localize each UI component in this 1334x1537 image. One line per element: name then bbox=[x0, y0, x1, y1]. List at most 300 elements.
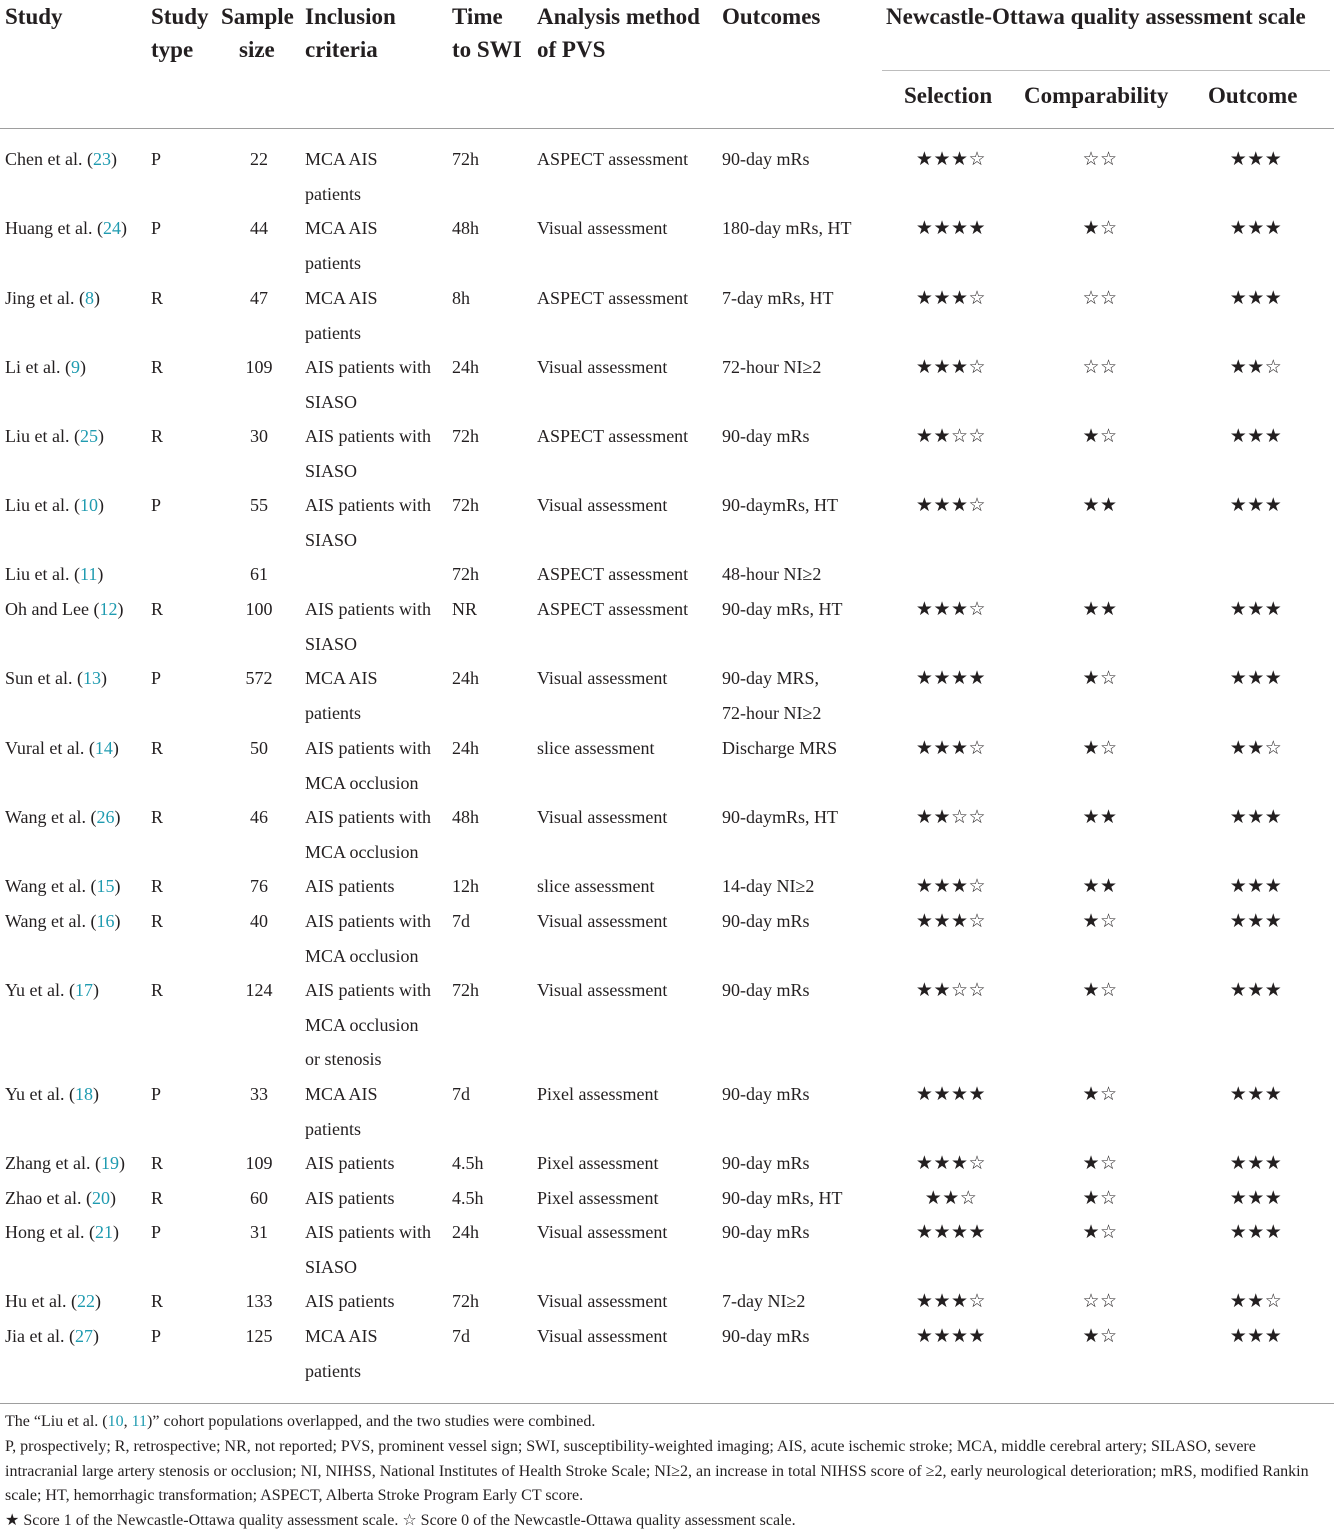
inclusion-line: patients bbox=[305, 183, 361, 204]
header-comparability: Comparability bbox=[1024, 83, 1169, 108]
outcomes-cell bbox=[722, 419, 882, 454]
study-author: Zhang et al. ( bbox=[5, 1153, 101, 1173]
study-cell bbox=[5, 419, 104, 454]
study-author: Wang et al. ( bbox=[5, 807, 97, 827]
time-to-swi-cell: 72h bbox=[452, 426, 479, 446]
inclusion-line: patients bbox=[305, 702, 361, 723]
outcomes-cell bbox=[722, 731, 882, 766]
study-close-paren: ) bbox=[92, 980, 99, 1000]
analysis-method-cell: Visual assessment bbox=[537, 357, 668, 377]
study-close-paren: ) bbox=[97, 495, 104, 515]
empty-star-icon: ☆ bbox=[402, 1510, 417, 1529]
analysis-method-cell: Visual assessment bbox=[537, 980, 668, 1000]
study-cell bbox=[5, 731, 119, 766]
study-author: Chen et al. ( bbox=[5, 149, 93, 169]
outcome-stars: ★★★ bbox=[1229, 910, 1283, 932]
study-author: Zhao et al. ( bbox=[5, 1188, 92, 1208]
footnote-abbreviations: P, prospectively; R, retrospective; NR, not reported; PVS, prominent vessel sign; SWI, susceptibility-weighted imaging; AIS, acute ischemic stroke; MCA, middle cerebral artery; SILASO, severe intracranial large artery stenosis or occlusion; NI, NIHSS, National Institutes of Health Stroke Scale; NI≥2, an increase in total NIHSS score of ≥2, early neurological deterioration; mRS, modified Rankin scale; HT, hemorrhagic transformation; ASPECT, Alberta Stroke Program Early CT score. bbox=[5, 1438, 1309, 1504]
outcomes-cell bbox=[722, 488, 882, 523]
analysis-method-cell: ASPECT assessment bbox=[537, 149, 689, 169]
time-to-swi-cell: 24h bbox=[452, 1222, 479, 1242]
header-time-to-swi: Time to SWI bbox=[452, 4, 522, 62]
comparability-stars: ☆☆ bbox=[1082, 1290, 1118, 1312]
analysis-method-cell: Visual assessment bbox=[537, 1222, 668, 1242]
time-to-swi-cell: 24h bbox=[452, 357, 479, 377]
time-to-swi-cell: 72h bbox=[452, 149, 479, 169]
reference-link[interactable]: 8 bbox=[84, 288, 94, 308]
sample-size-cell: 40 bbox=[250, 911, 268, 931]
study-close-paren: ) bbox=[114, 807, 121, 827]
study-cell bbox=[5, 281, 100, 316]
outcome-line: 90-daymRs, HT bbox=[722, 495, 838, 515]
sample-size-cell: 133 bbox=[245, 1291, 273, 1311]
study-close-paren: ) bbox=[114, 911, 121, 931]
study-type-cell: R bbox=[151, 738, 164, 758]
reference-link[interactable]: 21 bbox=[94, 1222, 113, 1242]
reference-link[interactable]: 11 bbox=[79, 564, 98, 584]
analysis-method-cell: slice assessment bbox=[537, 876, 655, 896]
selection-stars: ★★★☆ bbox=[915, 737, 987, 759]
study-cell bbox=[5, 142, 117, 177]
study-cell bbox=[5, 973, 99, 1008]
header-outcomes: Outcomes bbox=[722, 4, 821, 29]
reference-link[interactable]: 12 bbox=[99, 599, 118, 619]
selection-stars: ★★★☆ bbox=[915, 1290, 987, 1312]
outcome-stars: ★★★ bbox=[1229, 287, 1283, 309]
selection-stars: ★★☆☆ bbox=[915, 979, 987, 1001]
outcomes-cell bbox=[722, 1077, 882, 1112]
outcomes-cell bbox=[722, 557, 882, 592]
analysis-method-cell: Pixel assessment bbox=[537, 1188, 659, 1208]
outcome-stars: ★★★ bbox=[1229, 1221, 1283, 1243]
study-author: Yu et al. ( bbox=[5, 980, 75, 1000]
selection-stars: ★★★★ bbox=[915, 667, 987, 689]
inclusion-line: AIS patients bbox=[305, 1291, 395, 1311]
outcomes-cell bbox=[722, 800, 882, 835]
study-cell bbox=[5, 557, 103, 592]
outcomes-cell bbox=[722, 211, 882, 246]
sample-size-cell: 100 bbox=[245, 599, 273, 619]
outcome-stars: ★★★ bbox=[1229, 875, 1283, 897]
comparability-stars: ★★ bbox=[1082, 598, 1118, 620]
selection-stars: ★★★★ bbox=[915, 1325, 987, 1347]
inclusion-cell bbox=[305, 731, 447, 800]
inclusion-cell bbox=[305, 211, 447, 280]
sample-size-cell: 31 bbox=[250, 1222, 268, 1242]
outcome-line: 180-day mRs, HT bbox=[722, 218, 852, 238]
time-to-swi-cell: 7d bbox=[452, 1326, 470, 1346]
inclusion-cell bbox=[305, 488, 447, 557]
outcome-line: 90-day mRs bbox=[722, 1153, 810, 1173]
outcome-line: Discharge MRS bbox=[722, 738, 838, 758]
study-close-paren: ) bbox=[109, 1188, 116, 1208]
comparability-stars: ★☆ bbox=[1082, 1325, 1118, 1347]
study-author: Huang et al. ( bbox=[5, 218, 103, 238]
footnote-star-legend: ★ Score 1 of the Newcastle-Ottawa quality assessment scale. ☆ Score 0 of the Newcastle-Ottawa quality assessment scale. bbox=[5, 1510, 796, 1529]
sample-size-cell: 22 bbox=[250, 149, 268, 169]
reference-link[interactable]: 14 bbox=[94, 738, 113, 758]
study-cell bbox=[5, 1284, 101, 1319]
study-author: Yu et al. ( bbox=[5, 1084, 75, 1104]
outcome-stars: ★★★ bbox=[1229, 1187, 1283, 1209]
selection-stars: ★★☆☆ bbox=[915, 425, 987, 447]
study-cell bbox=[5, 1319, 99, 1354]
inclusion-line: MCA AIS bbox=[305, 1326, 378, 1346]
study-type-cell: R bbox=[151, 357, 164, 377]
inclusion-cell bbox=[305, 869, 447, 904]
inclusion-line: MCA occlusion bbox=[305, 1014, 419, 1035]
study-close-paren: ) bbox=[117, 599, 124, 619]
study-cell bbox=[5, 592, 123, 627]
inclusion-cell bbox=[305, 1319, 447, 1388]
comparability-stars: ★☆ bbox=[1082, 217, 1118, 239]
sample-size-cell: 109 bbox=[245, 1153, 273, 1173]
reference-link[interactable]: 22 bbox=[76, 1291, 95, 1311]
study-author: Liu et al. ( bbox=[5, 564, 80, 584]
inclusion-line: MCA occlusion bbox=[305, 945, 419, 966]
comparability-stars: ★☆ bbox=[1082, 1152, 1118, 1174]
selection-stars: ★★★☆ bbox=[915, 494, 987, 516]
time-to-swi-cell: 24h bbox=[452, 738, 479, 758]
reference-link[interactable]: 27 bbox=[74, 1326, 93, 1346]
inclusion-line: AIS patients with bbox=[305, 980, 431, 1000]
study-author: Oh and Lee ( bbox=[5, 599, 100, 619]
outcome-stars: ★★★ bbox=[1229, 148, 1283, 170]
study-close-paren: ) bbox=[101, 668, 107, 688]
inclusion-line: AIS patients with bbox=[305, 495, 431, 515]
header-rule bbox=[0, 128, 1334, 129]
inclusion-cell bbox=[305, 1215, 447, 1284]
sample-size-cell: 30 bbox=[250, 426, 268, 446]
time-to-swi-cell: 48h bbox=[452, 807, 479, 827]
reference-link[interactable]: 15 bbox=[96, 876, 115, 896]
selection-stars: ★★★☆ bbox=[915, 287, 987, 309]
outcomes-cell bbox=[722, 1215, 882, 1250]
analysis-method-cell: ASPECT assessment bbox=[537, 288, 689, 308]
inclusion-line: AIS patients with bbox=[305, 599, 431, 619]
selection-stars: ★★★★ bbox=[915, 217, 987, 239]
study-cell bbox=[5, 661, 107, 696]
time-to-swi-cell: 72h bbox=[452, 1291, 479, 1311]
outcome-stars: ★★★ bbox=[1229, 1152, 1283, 1174]
inclusion-line: or stenosis bbox=[305, 1049, 382, 1069]
outcomes-cell bbox=[722, 1319, 882, 1354]
footnote-overlap: The “Liu et al. (10, 11)” cohort populations overlapped, and the two studies were combined. bbox=[5, 1413, 596, 1430]
inclusion-line: MCA AIS bbox=[305, 149, 378, 169]
time-to-swi-cell: 7d bbox=[452, 1084, 470, 1104]
header-study-type: Study type bbox=[151, 4, 209, 62]
study-type-cell: P bbox=[151, 495, 162, 515]
inclusion-cell bbox=[305, 419, 447, 488]
time-to-swi-cell: 4.5h bbox=[452, 1153, 484, 1173]
selection-stars: ★★☆☆ bbox=[915, 806, 987, 828]
inclusion-line: MCA AIS bbox=[305, 288, 378, 308]
outcome-stars: ★★★ bbox=[1229, 667, 1283, 689]
analysis-method-cell: ASPECT assessment bbox=[537, 564, 689, 584]
header-analysis-method: Analysis method of PVS bbox=[537, 4, 700, 62]
inclusion-line: SIASO bbox=[305, 529, 358, 550]
reference-link[interactable]: 20 bbox=[91, 1188, 110, 1208]
inclusion-cell bbox=[305, 904, 447, 973]
outcomes-cell bbox=[722, 1146, 882, 1181]
sample-size-cell: 109 bbox=[245, 357, 273, 377]
study-close-paren: ) bbox=[97, 564, 104, 584]
inclusion-line: AIS patients with bbox=[305, 911, 431, 931]
study-author: Sun et al. ( bbox=[5, 668, 83, 688]
filled-star-icon: ★ bbox=[5, 1510, 20, 1529]
reference-link[interactable]: 19 bbox=[100, 1153, 119, 1173]
reference-link[interactable]: 10 bbox=[79, 495, 98, 515]
study-cell bbox=[5, 1077, 99, 1112]
analysis-method-cell: Visual assessment bbox=[537, 807, 668, 827]
header-inclusion-criteria: Inclusion criteria bbox=[305, 4, 396, 62]
sample-size-cell: 33 bbox=[250, 1084, 268, 1104]
outcome-line: 72-hour NI≥2 bbox=[722, 702, 822, 723]
reference-link[interactable]: 10 bbox=[107, 1413, 124, 1430]
inclusion-line: SIASO bbox=[305, 391, 358, 412]
study-author: Hong et al. ( bbox=[5, 1222, 95, 1242]
sample-size-cell: 44 bbox=[250, 218, 268, 238]
outcome-stars: ★★★ bbox=[1229, 1325, 1283, 1347]
header-outcome: Outcome bbox=[1208, 83, 1298, 108]
outcome-line: 72-hour NI≥2 bbox=[722, 357, 822, 377]
comparability-stars: ★★ bbox=[1082, 494, 1118, 516]
analysis-method-cell: ASPECT assessment bbox=[537, 426, 689, 446]
study-type-cell: R bbox=[151, 980, 164, 1000]
outcome-line: 90-day MRS, bbox=[722, 668, 820, 688]
study-close-paren: ) bbox=[94, 1291, 101, 1311]
study-close-paren: ) bbox=[97, 426, 104, 446]
time-to-swi-cell: 8h bbox=[452, 288, 470, 308]
inclusion-line: MCA occlusion bbox=[305, 841, 419, 862]
time-to-swi-cell: 12h bbox=[452, 876, 479, 896]
study-close-paren: ) bbox=[112, 738, 119, 758]
outcome-line: 90-daymRs, HT bbox=[722, 807, 838, 827]
inclusion-line: AIS patients bbox=[305, 1153, 395, 1173]
outcome-line: 7-day mRs, HT bbox=[722, 288, 834, 308]
outcomes-cell bbox=[722, 869, 882, 904]
reference-link[interactable]: 13 bbox=[83, 668, 101, 688]
comparability-stars: ★☆ bbox=[1082, 910, 1118, 932]
time-to-swi-cell: 7d bbox=[452, 911, 470, 931]
inclusion-cell bbox=[305, 592, 447, 661]
reference-link[interactable]: 23 bbox=[92, 149, 111, 169]
reference-link[interactable]: 26 bbox=[96, 807, 115, 827]
study-cell bbox=[5, 488, 104, 523]
study-author: Vural et al. ( bbox=[5, 738, 95, 758]
header-nos-scale: Newcastle-Ottawa quality assessment scale bbox=[886, 4, 1306, 29]
inclusion-line: MCA AIS bbox=[305, 668, 378, 688]
reference-link[interactable]: 18 bbox=[74, 1084, 93, 1104]
study-author: Wang et al. ( bbox=[5, 911, 97, 931]
outcome-stars: ★★☆ bbox=[1229, 1290, 1283, 1312]
comparability-stars: ★☆ bbox=[1082, 425, 1118, 447]
comparability-stars: ★★ bbox=[1082, 875, 1118, 897]
study-type-cell: R bbox=[151, 599, 164, 619]
sample-size-cell: 125 bbox=[245, 1326, 273, 1346]
header-selection: Selection bbox=[904, 83, 993, 108]
study-type-cell: R bbox=[151, 426, 164, 446]
selection-stars: ★★★☆ bbox=[915, 356, 987, 378]
study-author: Hu et al. ( bbox=[5, 1291, 77, 1311]
sample-size-cell: 124 bbox=[245, 980, 273, 1000]
comparability-stars: ★☆ bbox=[1082, 737, 1118, 759]
inclusion-line: AIS patients bbox=[305, 876, 395, 896]
analysis-method-cell: Visual assessment bbox=[537, 911, 668, 931]
outcome-line: 90-day mRs bbox=[722, 1326, 810, 1346]
study-author: Jia et al. ( bbox=[5, 1326, 75, 1346]
outcome-line: 90-day mRs, HT bbox=[722, 1188, 843, 1208]
sample-size-cell: 572 bbox=[245, 668, 273, 688]
outcomes-cell bbox=[722, 281, 882, 316]
time-to-swi-cell: 72h bbox=[452, 495, 479, 515]
selection-stars: ★★★☆ bbox=[915, 910, 987, 932]
study-type-cell: R bbox=[151, 1188, 164, 1208]
analysis-method-cell: Visual assessment bbox=[537, 1291, 668, 1311]
comparability-stars: ★☆ bbox=[1082, 1221, 1118, 1243]
analysis-method-cell: ASPECT assessment bbox=[537, 599, 689, 619]
outcomes-cell bbox=[722, 1284, 882, 1319]
comparability-stars: ★☆ bbox=[1082, 1187, 1118, 1209]
study-type-cell: P bbox=[151, 1326, 162, 1346]
analysis-method-cell: Visual assessment bbox=[537, 495, 668, 515]
analysis-method-cell: Pixel assessment bbox=[537, 1084, 659, 1104]
inclusion-line: MCA AIS bbox=[305, 1084, 378, 1104]
header-study: Study bbox=[5, 4, 63, 29]
outcome-stars: ★★★ bbox=[1229, 217, 1283, 239]
header-sample-size: Sample size bbox=[221, 4, 294, 62]
time-to-swi-cell: 4.5h bbox=[452, 1188, 484, 1208]
study-close-paren: ) bbox=[79, 357, 86, 377]
outcome-line: 14-day NI≥2 bbox=[722, 876, 815, 896]
study-cell bbox=[5, 1215, 119, 1250]
reference-link[interactable]: 9 bbox=[70, 357, 80, 377]
time-to-swi-cell: 48h bbox=[452, 218, 479, 238]
inclusion-cell bbox=[305, 973, 447, 1077]
study-close-paren: ) bbox=[118, 1153, 125, 1173]
study-close-paren: ) bbox=[93, 288, 100, 308]
outcomes-cell bbox=[722, 592, 882, 627]
reference-link[interactable]: 17 bbox=[74, 980, 93, 1000]
study-cell bbox=[5, 1146, 125, 1181]
inclusion-line: AIS patients with bbox=[305, 357, 431, 377]
header-subline bbox=[882, 70, 1330, 71]
selection-stars: ★★★★ bbox=[915, 1221, 987, 1243]
inclusion-line: patients bbox=[305, 252, 361, 273]
outcomes-cell bbox=[722, 350, 882, 385]
study-type-cell: P bbox=[151, 149, 162, 169]
comparability-stars: ☆☆ bbox=[1082, 356, 1118, 378]
selection-stars: ★★☆ bbox=[924, 1187, 978, 1209]
sample-size-cell: 60 bbox=[250, 1188, 268, 1208]
inclusion-line: patients bbox=[305, 1360, 361, 1381]
study-close-paren: ) bbox=[114, 876, 121, 896]
reference-link[interactable]: 16 bbox=[96, 911, 115, 931]
selection-stars: ★★★☆ bbox=[915, 875, 987, 897]
outcome-line: 7-day NI≥2 bbox=[722, 1291, 806, 1311]
inclusion-line: AIS patients with bbox=[305, 1222, 431, 1242]
study-type-cell: R bbox=[151, 1291, 164, 1311]
study-author: Wang et al. ( bbox=[5, 876, 97, 896]
outcomes-cell bbox=[722, 1181, 882, 1216]
study-cell bbox=[5, 211, 127, 246]
study-type-cell: P bbox=[151, 668, 162, 688]
study-author: Li et al. ( bbox=[5, 357, 71, 377]
study-cell bbox=[5, 869, 121, 904]
outcome-stars: ★★★ bbox=[1229, 598, 1283, 620]
inclusion-cell bbox=[305, 350, 447, 419]
reference-link[interactable]: 25 bbox=[79, 426, 98, 446]
selection-stars: ★★★☆ bbox=[915, 148, 987, 170]
inclusion-cell bbox=[305, 1146, 447, 1181]
reference-link[interactable]: 24 bbox=[102, 218, 121, 238]
time-to-swi-cell: 72h bbox=[452, 980, 479, 1000]
outcome-stars: ★★★ bbox=[1229, 979, 1283, 1001]
study-type-cell: R bbox=[151, 1153, 164, 1173]
selection-stars: ★★★☆ bbox=[915, 1152, 987, 1174]
inclusion-line: SIASO bbox=[305, 460, 358, 481]
inclusion-cell bbox=[305, 281, 447, 350]
footer-rule bbox=[0, 1403, 1334, 1404]
study-close-paren: ) bbox=[110, 149, 117, 169]
study-cell bbox=[5, 904, 121, 939]
inclusion-cell bbox=[305, 661, 447, 730]
study-close-paren: ) bbox=[120, 218, 127, 238]
inclusion-line: AIS patients with bbox=[305, 426, 431, 446]
study-cell bbox=[5, 800, 121, 835]
study-type-cell: R bbox=[151, 911, 164, 931]
study-close-paren: ) bbox=[92, 1326, 99, 1346]
outcomes-cell bbox=[722, 142, 882, 177]
outcome-line: 90-day mRs, HT bbox=[722, 599, 843, 619]
outcomes-cell bbox=[722, 661, 882, 730]
analysis-method-cell: Visual assessment bbox=[537, 1326, 668, 1346]
inclusion-line: AIS patients with bbox=[305, 807, 431, 827]
inclusion-line: SIASO bbox=[305, 633, 358, 654]
analysis-method-cell: Pixel assessment bbox=[537, 1153, 659, 1173]
time-to-swi-cell: 24h bbox=[452, 668, 479, 688]
outcomes-cell bbox=[722, 904, 882, 939]
study-type-cell: P bbox=[151, 1222, 162, 1242]
sample-size-cell: 50 bbox=[250, 738, 268, 758]
inclusion-line: AIS patients bbox=[305, 1188, 395, 1208]
study-close-paren: ) bbox=[92, 1084, 99, 1104]
outcome-line: 90-day mRs bbox=[722, 1222, 810, 1242]
inclusion-cell bbox=[305, 1181, 447, 1216]
sample-size-cell: 46 bbox=[250, 807, 268, 827]
study-cell bbox=[5, 350, 86, 385]
sample-size-cell: 61 bbox=[250, 564, 268, 584]
study-author: Liu et al. ( bbox=[5, 426, 80, 446]
study-type-cell: R bbox=[151, 288, 164, 308]
reference-link[interactable]: 11 bbox=[131, 1413, 148, 1430]
outcomes-cell bbox=[722, 973, 882, 1008]
selection-stars: ★★★☆ bbox=[915, 598, 987, 620]
time-to-swi-cell: 72h bbox=[452, 564, 479, 584]
outcome-stars: ★★★ bbox=[1229, 1083, 1283, 1105]
study-author: Liu et al. ( bbox=[5, 495, 80, 515]
comparability-stars: ★☆ bbox=[1082, 1083, 1118, 1105]
study-type-cell: P bbox=[151, 218, 162, 238]
inclusion-line: patients bbox=[305, 322, 361, 343]
outcome-stars: ★★★ bbox=[1229, 806, 1283, 828]
outcome-line: 90-day mRs bbox=[722, 1084, 810, 1104]
outcome-stars: ★★☆ bbox=[1229, 356, 1283, 378]
inclusion-line: SIASO bbox=[305, 1256, 358, 1277]
outcome-line: 90-day mRs bbox=[722, 426, 810, 446]
outcome-line: 90-day mRs bbox=[722, 149, 810, 169]
inclusion-line: MCA occlusion bbox=[305, 772, 419, 793]
